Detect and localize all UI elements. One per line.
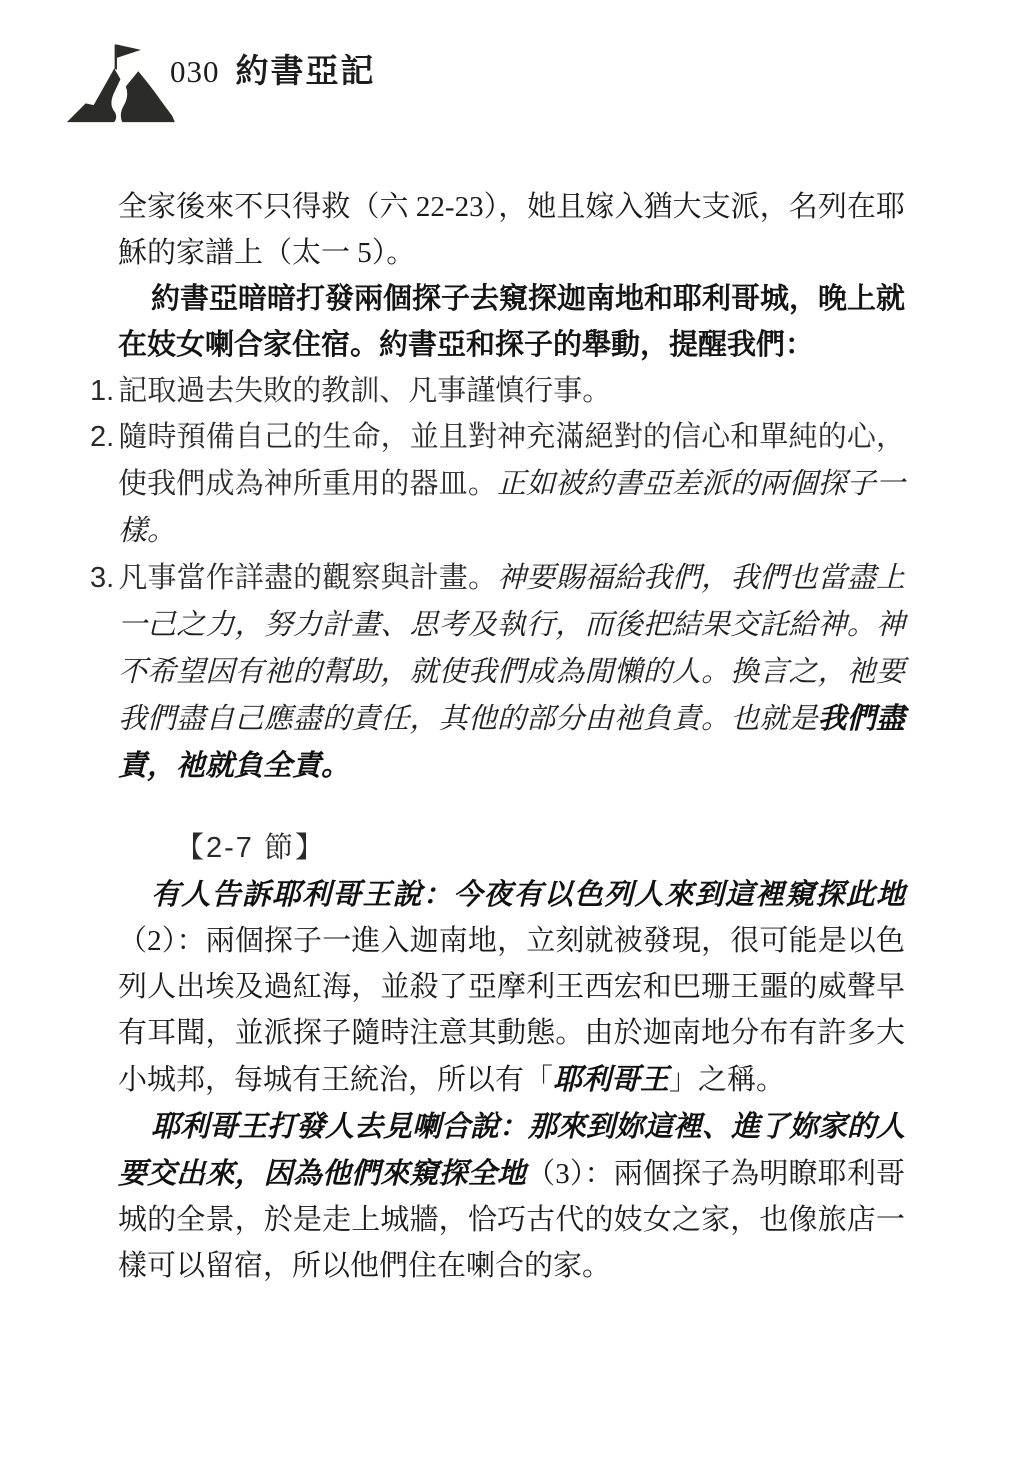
paragraph-verse-3 — [118, 1103, 905, 1289]
lessons-list — [90, 368, 905, 789]
commentary-text: 」之稱。 — [669, 1064, 786, 1096]
right-mountain — [121, 71, 175, 122]
list-number: 3. — [90, 562, 115, 594]
list-number: 2. — [90, 421, 115, 453]
list-item-3 — [90, 554, 905, 789]
term-emphasis: 耶利哥王 — [553, 1062, 670, 1096]
list-item-2 — [90, 414, 905, 554]
list-item-text: 凡事當作詳盡的觀察與計畫。 — [118, 562, 498, 594]
list-item-emphasis: 我們盡責，祂就負全責。 — [118, 701, 905, 782]
list-item-note: 正如被約書亞差派的兩個探子一樣。 — [118, 466, 905, 547]
section-heading-verses-2-7: 【2-7 節】 — [175, 832, 326, 864]
page-number: 030 — [170, 54, 220, 89]
mountain-flag-logo-icon — [66, 36, 182, 136]
page-content — [90, 184, 906, 1289]
list-item-1 — [90, 368, 905, 414]
scripture-quote: 耶利哥王打發人去見喇合說：那來到妳這裡、進了妳家的人要交出來，因為他們來窺探全地 — [118, 1109, 906, 1190]
paragraph-verse-2 — [118, 871, 905, 1103]
commentary-text: （3）：兩個探子為明瞭耶利哥城的全景，於是走上城牆，恰巧古代的妓女之家，也像旅店一樣可以留宿，所以他們住在喇合的家。 — [118, 1158, 905, 1282]
list-number: 1. — [90, 375, 115, 407]
flagpole — [115, 45, 117, 70]
commentary-text: （2）：兩個探子一進入迦南地，立刻就被發現，很可能是以色列人出埃及過紅海，並殺了亞摩利王西宏和巴珊王噩的威聲早有耳聞，並派探子隨時注意其動態。由於迦南地分布有許多大小城邦，每城有王統治，所以有「 — [118, 925, 905, 1096]
scripture-quote: 有人告訴耶利哥王說：今夜有以色列人來到這裡窺探此地 — [151, 877, 905, 911]
list-item-text: 隨時預備自己的生命，並且對神充滿絕對的信心和單純的心，使我們成為神所重用的器皿。 — [118, 421, 905, 500]
left-mountain — [67, 69, 121, 123]
list-item-text: 記取過去失敗的教訓、凡事謹慎行事。 — [118, 375, 612, 407]
flag — [117, 45, 141, 58]
list-item-note: 神要賜福給我們，我們也當盡上一己之力，努力計畫、思考及執行，而後把結果交託給神。神不希望因有祂的幫助，就使我們成為閒懶的人。換言之，祂要我們盡自己應盡的責任，其他的部分由祂負責。也就是 — [118, 560, 905, 735]
book-title: 約書亞記 — [235, 54, 376, 90]
header-title — [170, 52, 376, 92]
paragraph-intro-spies: 約書亞暗暗打發兩個探子去窺探迦南地和耶利哥城，晚上就在妓女喇合家住宿。約書亞和探子的舉動，提醒我們： — [118, 283, 906, 361]
paragraph-rahab-saved: 全家後來不只得救（六 22-23），她且嫁入猶大支派，名列在耶穌的家譜上（太一 5）。 — [118, 191, 905, 269]
